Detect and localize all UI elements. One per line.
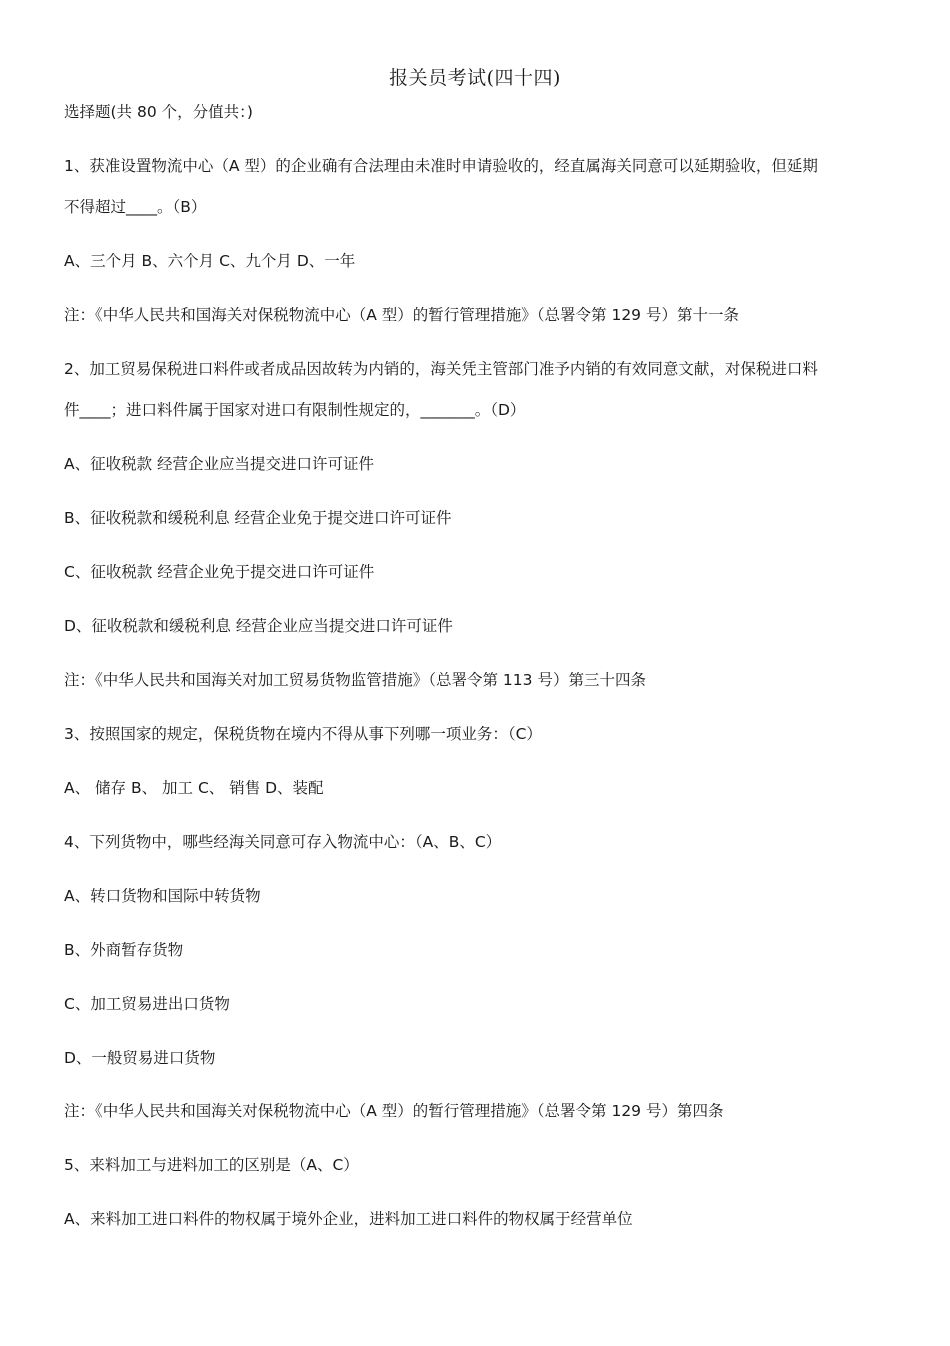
q4-option-b: B、外商暂存货物: [64, 941, 184, 959]
q3-options: A、 储存 B、 加工 C、 销售 D、装配: [64, 779, 324, 797]
q2-note: 注：《中华人民共和国海关对加工贸易货物监管措施》（总署令第 113 号）第三十四条: [64, 671, 646, 689]
q2-option-c: C、征收税款 经营企业免于提交进口许可证件: [64, 563, 375, 581]
q1-stem-line1: 1、获准设置物流中心（A 型）的企业确有合法理由未准时申请验收的，经直属海关同意可以延期验收，但延期: [64, 157, 818, 175]
q1-options: A、三个月 B、六个月 C、九个月 D、一年: [64, 252, 356, 270]
q4-option-a: A、转口货物和国际中转货物: [64, 887, 261, 905]
q2-stem-line1: 2、加工贸易保税进口料件或者成品因故转为内销的，海关凭主管部门准予内销的有效同意文献，对保税进口料: [64, 360, 818, 378]
q2-option-d: D、征收税款和缓税利息 经营企业应当提交进口许可证件: [64, 617, 453, 635]
q4-stem: 4、下列货物中，哪些经海关同意可存入物流中心：（A、B、C）: [64, 833, 502, 851]
intro-text: 选择题(共 80 个，分值共：): [64, 103, 253, 121]
q5-option-a: A、来料加工进口料件的物权属于境外企业，进料加工进口料件的物权属于经营单位: [64, 1210, 633, 1228]
q4-option-d: D、一般贸易进口货物: [64, 1049, 216, 1067]
q2-stem-line2: 件____；进口料件属于国家对进口有限制性规定的，_______。（D）: [64, 401, 526, 419]
q1-note: 注：《中华人民共和国海关对保税物流中心（A 型）的暂行管理措施》（总署令第 129 号）第十一条: [64, 306, 739, 324]
q2-option-a: A、征收税款 经营企业应当提交进口许可证件: [64, 455, 375, 473]
q4-option-c: C、加工贸易进出口货物: [64, 995, 230, 1013]
q4-note: 注：《中华人民共和国海关对保税物流中心（A 型）的暂行管理措施》（总署令第 129 号）第四条: [64, 1102, 724, 1120]
q2-option-b: B、征收税款和缓税利息 经营企业免于提交进口许可证件: [64, 509, 452, 527]
document-title: 报关员考试(四十四): [389, 67, 561, 89]
q1-stem-line2: 不得超过____。（B）: [64, 198, 207, 216]
q5-stem: 5、来料加工与进料加工的区别是（A、C）: [64, 1156, 359, 1174]
q3-stem: 3、按照国家的规定，保税货物在境内不得从事下列哪一项业务：（C）: [64, 725, 542, 743]
